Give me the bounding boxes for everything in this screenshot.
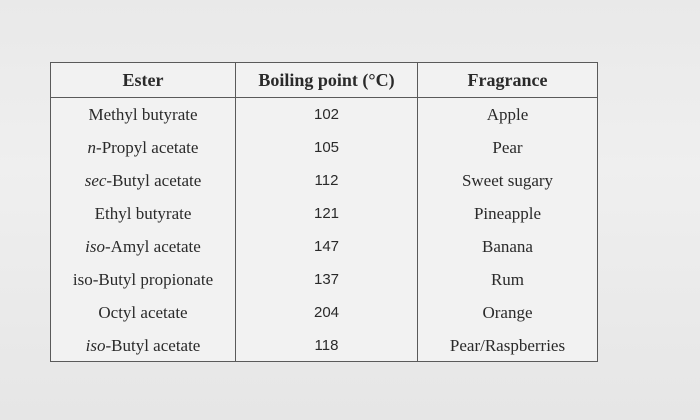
table-row [51, 296, 597, 329]
ester-prefix: iso [85, 335, 106, 355]
ester-prefix: sec [84, 170, 107, 190]
header-ester: Ester [51, 63, 236, 98]
fragrance: Apple [486, 104, 529, 124]
table-row [51, 98, 597, 132]
fragrance: Orange [482, 302, 533, 322]
ester-name [51, 263, 236, 296]
boiling-point: 121 [236, 197, 418, 230]
fragrance: Pear/Raspberries [449, 335, 566, 355]
table-row [51, 329, 597, 362]
boiling-point: 137 [236, 263, 418, 296]
ester-base-name: -Propyl acetate [96, 137, 199, 157]
header-boiling-point: Boiling point (°C) [236, 63, 418, 98]
ester-prefix: iso [85, 236, 106, 256]
table-row [51, 263, 597, 296]
ester-name [51, 98, 236, 132]
ester-name [51, 197, 236, 230]
ester-base-name: -Butyl acetate [106, 170, 202, 190]
boiling-point: 102 [236, 98, 418, 132]
ester-name [51, 131, 236, 164]
ester-base-name: Methyl butyrate [88, 104, 198, 124]
ester-base-name: Octyl acetate [98, 302, 188, 322]
boiling-point: 105 [236, 131, 418, 164]
ester-name [51, 164, 236, 197]
ester-prefix: n [87, 137, 97, 157]
ester-table [50, 62, 598, 362]
ester-base-name: iso-Butyl propionate [72, 269, 214, 289]
ester-data-table [51, 63, 597, 362]
boiling-point: 118 [236, 329, 418, 362]
table-body [51, 98, 597, 363]
boiling-point: 112 [236, 164, 418, 197]
fragrance: Pineapple [473, 203, 542, 223]
fragrance: Sweet sugary [461, 170, 554, 190]
ester-name [51, 230, 236, 263]
boiling-point: 204 [236, 296, 418, 329]
header-row [51, 63, 597, 98]
table-row [51, 230, 597, 263]
header-fragrance: Fragrance [418, 63, 598, 98]
table-row [51, 164, 597, 197]
ester-base-name: Ethyl butyrate [94, 203, 192, 223]
ester-name [51, 296, 236, 329]
fragrance: Pear [492, 137, 523, 157]
ester-name [51, 329, 236, 362]
table-row [51, 197, 597, 230]
fragrance: Banana [482, 236, 533, 256]
fragrance: Rum [490, 269, 525, 289]
ester-base-name: -Amyl acetate [105, 236, 201, 256]
ester-base-name: -Butyl acetate [105, 335, 201, 355]
table-row [51, 131, 597, 164]
table-header [51, 63, 597, 98]
boiling-point: 147 [236, 230, 418, 263]
